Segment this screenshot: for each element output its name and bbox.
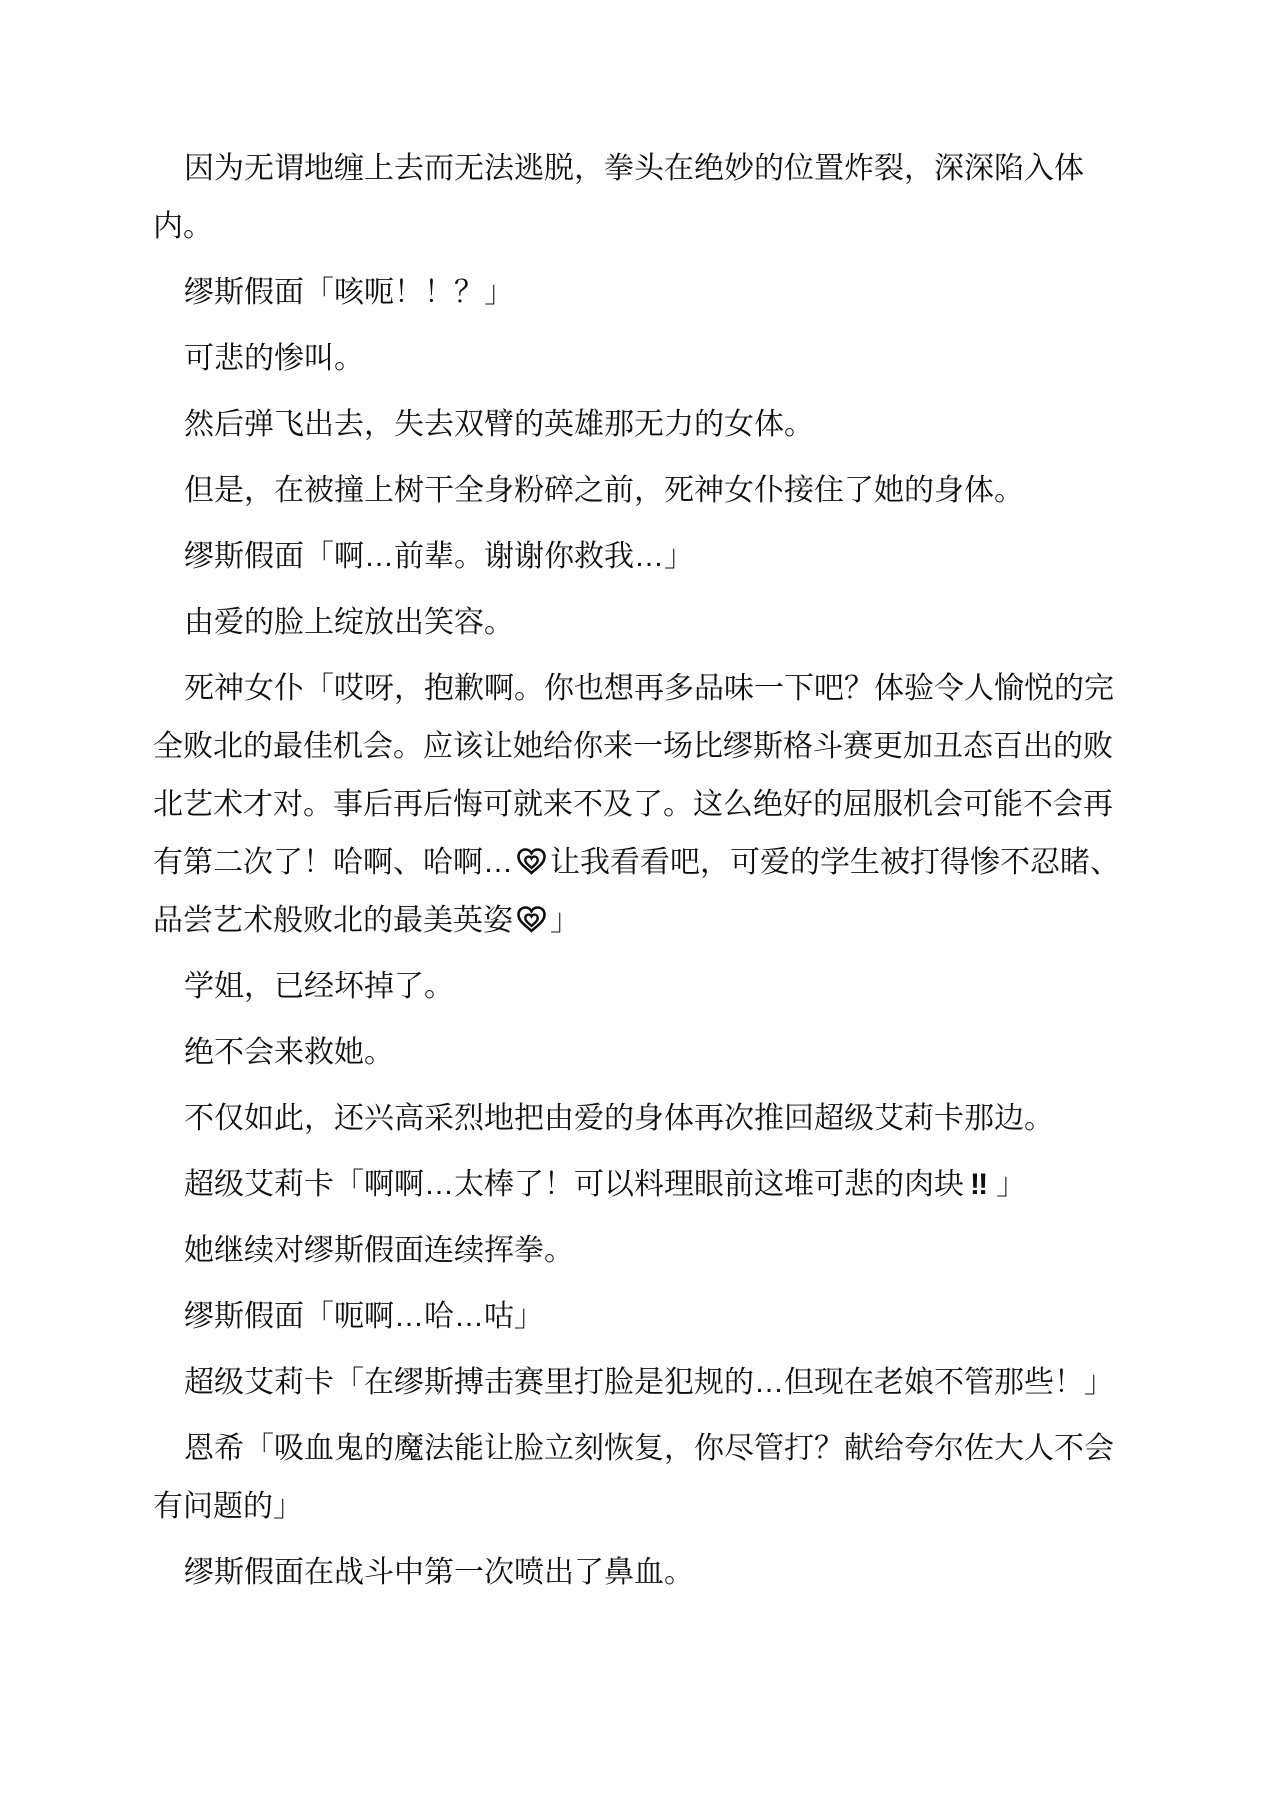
paragraph: 超级艾莉卡「啊啊…太棒了！可以料理眼前这堆可悲的肉块 ‼ 」 [184,1168,1027,1201]
paragraph: 缪斯假面「呃啊…哈…咕」 [184,1300,544,1333]
paragraph: 恩希「吸血鬼的魔法能让脸立刻恢复，你尽管打？献给夸尔佐大人不会有问题的」 [153,1432,1114,1523]
paragraph: 缪斯假面「啊…前辈。谢谢你救我…」 [184,540,694,573]
double-exclamation-mark: ‼ [970,1168,991,1201]
paragraph: 不仅如此，还兴高采烈地把由爱的身体再次推回超级艾莉卡那边。 [184,1102,1054,1135]
paragraph: 绝不会来救她。 [184,1036,394,1069]
paragraph: 她继续对缪斯假面连续挥拳。 [184,1234,574,1267]
heart-icon [515,903,548,935]
paragraph: 超级艾莉卡「在缪斯搏击赛里打脸是犯规的…但现在老娘不管那些！」 [184,1366,1114,1399]
heart-icon [515,845,548,877]
paragraph: 可悲的惨叫。 [184,342,364,375]
paragraph: 由爱的脸上绽放出笑容。 [184,606,514,639]
paragraph: 因为无谓地缠上去而无法逃脱，拳头在绝妙的位置炸裂，深深陷入体内。 [153,152,1084,243]
paragraph: 死神女仆「哎呀，抱歉啊。你也想再多品味一下吧？体验令人愉悦的完全败北的最佳机会。应该让她给你来一场比缪斯格斗赛更加丑态百出的败北艺术才对。事后再后悔可就来不及了。这么绝好的屈服机会可能不会再有第二次了！哈啊、哈啊… 让我看看吧，可爱的学生被打得惨不忍睹、品尝艺术般败北的最美英姿 」 [153,672,1120,937]
paragraph: 缪斯假面在战斗中第一次喷出了鼻血。 [184,1556,694,1589]
document-body [153,140,1128,1602]
paragraph: 但是，在被撞上树干全身粉碎之前，死神女仆接住了她的身体。 [184,474,1024,507]
paragraph: 然后弹飞出去，失去双臂的英雄那无力的女体。 [184,408,814,441]
paragraph: 缪斯假面「咳呃！！？」 [184,276,514,309]
paragraph: 学姐，已经坏掉了。 [184,970,454,1003]
